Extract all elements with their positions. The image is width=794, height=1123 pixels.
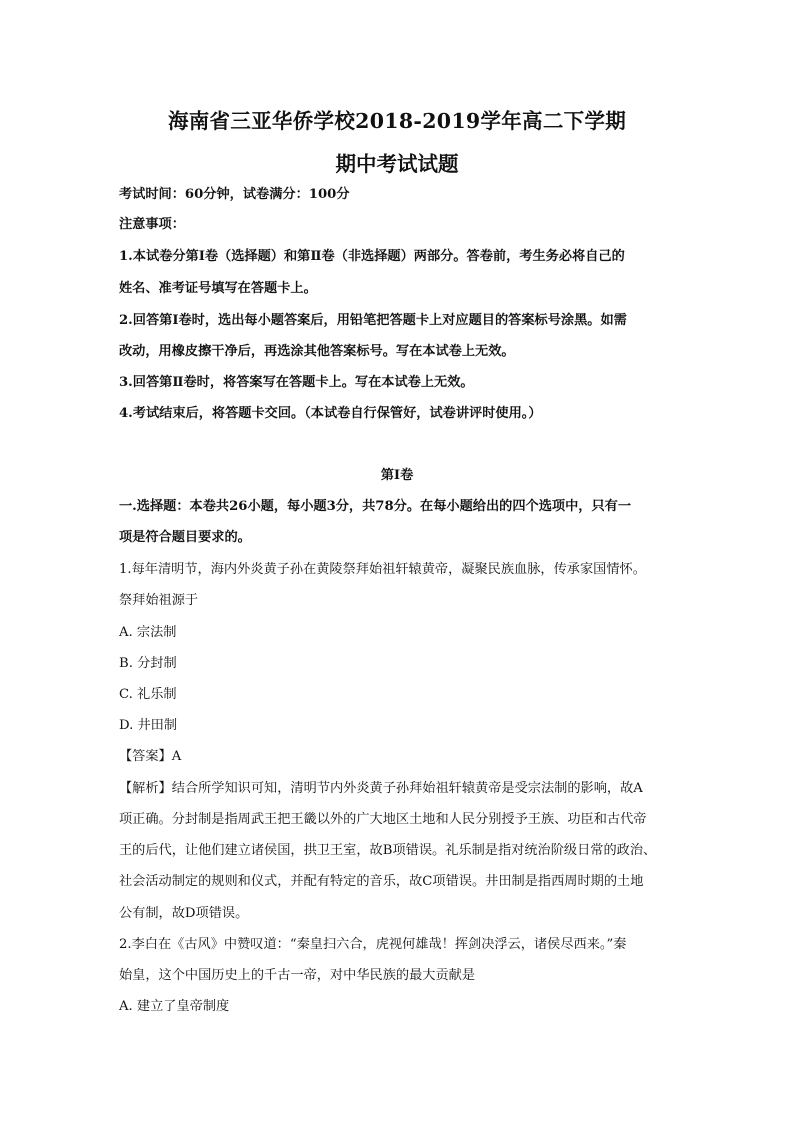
- question-1-analysis: 项正确。分封制是指周武王把王畿以外的广大地区土地和人民分别授予王族、功臣和古代帝: [119, 812, 647, 827]
- question-1-analysis: 社会活动制定的规则和仪式，并配有特定的音乐，故C项错误。井田制是指西周时期的土地: [119, 874, 644, 889]
- section-intro: 一.选择题：本卷共26小题，每小题3分，共78分。在每小题给出的四个选项中，只有一: [119, 499, 632, 514]
- question-1-answer: 【答案】A: [119, 749, 182, 764]
- question-1-analysis: 王的后代，让他们建立诸侯国，拱卫王室，故B项错误。礼乐制是指对统治阶级日常的政治、: [119, 843, 657, 858]
- question-2-option-a: A. 建立了皇帝制度: [119, 999, 230, 1014]
- question-1-option-a: A. 宗法制: [119, 625, 177, 640]
- exam-title-line2: 期中考试试题: [335, 152, 459, 176]
- note-line: 1.本试卷分第Ⅰ卷（选择题）和第Ⅱ卷（非选择题）两部分。答卷前，考生务必将自己的: [119, 249, 625, 264]
- note-line: 姓名、准考证号填写在答题卡上。: [119, 281, 317, 296]
- exam-info: 考试时间：60分钟，试卷满分：100分: [119, 187, 350, 202]
- question-1-option-c: C. 礼乐制: [119, 687, 177, 702]
- question-1-option-d: D. 井田制: [119, 718, 178, 733]
- question-2-stem: 2.李白在《古风》中赞叹道：“秦皇扫六合，虎视何雄哉！挥剑决浮云，诸侯尽西来。”秦: [119, 937, 627, 952]
- section-intro: 项是符合题目要求的。: [119, 530, 251, 545]
- question-1-stem: 1.每年清明节，海内外炎黄子孙在黄陵祭拜始祖轩辕黄帝，凝聚民族血脉，传承家国情怀。: [119, 562, 646, 577]
- exam-title-line1: 海南省三亚华侨学校2018-2019学年高二下学期: [167, 109, 627, 133]
- notes-heading: 注意事项：: [119, 217, 185, 232]
- question-2-stem: 始皇，这个中国历史上的千古一帝，对中华民族的最大贡献是: [119, 968, 476, 983]
- note-line: 4.考试结束后，将答题卡交回。（本试卷自行保管好，试卷讲评时使用。）: [119, 406, 542, 421]
- note-line: 2.回答第Ⅰ卷时，选出每小题答案后，用铅笔把答题卡上对应题目的答案标号涂黑。如需: [119, 313, 627, 328]
- question-1-analysis: 公有制，故D项错误。: [119, 906, 249, 921]
- question-1-analysis: 【解析】结合所学知识可知，清明节内外炎黄子孙拜始祖轩辕黄帝是受宗法制的影响，故A: [119, 781, 643, 796]
- question-1-stem: 祭拜始祖源于: [119, 593, 199, 608]
- note-line: 3.回答第Ⅱ卷时，将答案写在答题卡上。写在本试卷上无效。: [119, 375, 474, 390]
- note-line: 改动，用橡皮擦干净后，再选涂其他答案标号。写在本试卷上无效。: [119, 344, 515, 359]
- section-title: 第Ⅰ卷: [380, 468, 414, 483]
- question-1-option-b: B. 分封制: [119, 656, 177, 671]
